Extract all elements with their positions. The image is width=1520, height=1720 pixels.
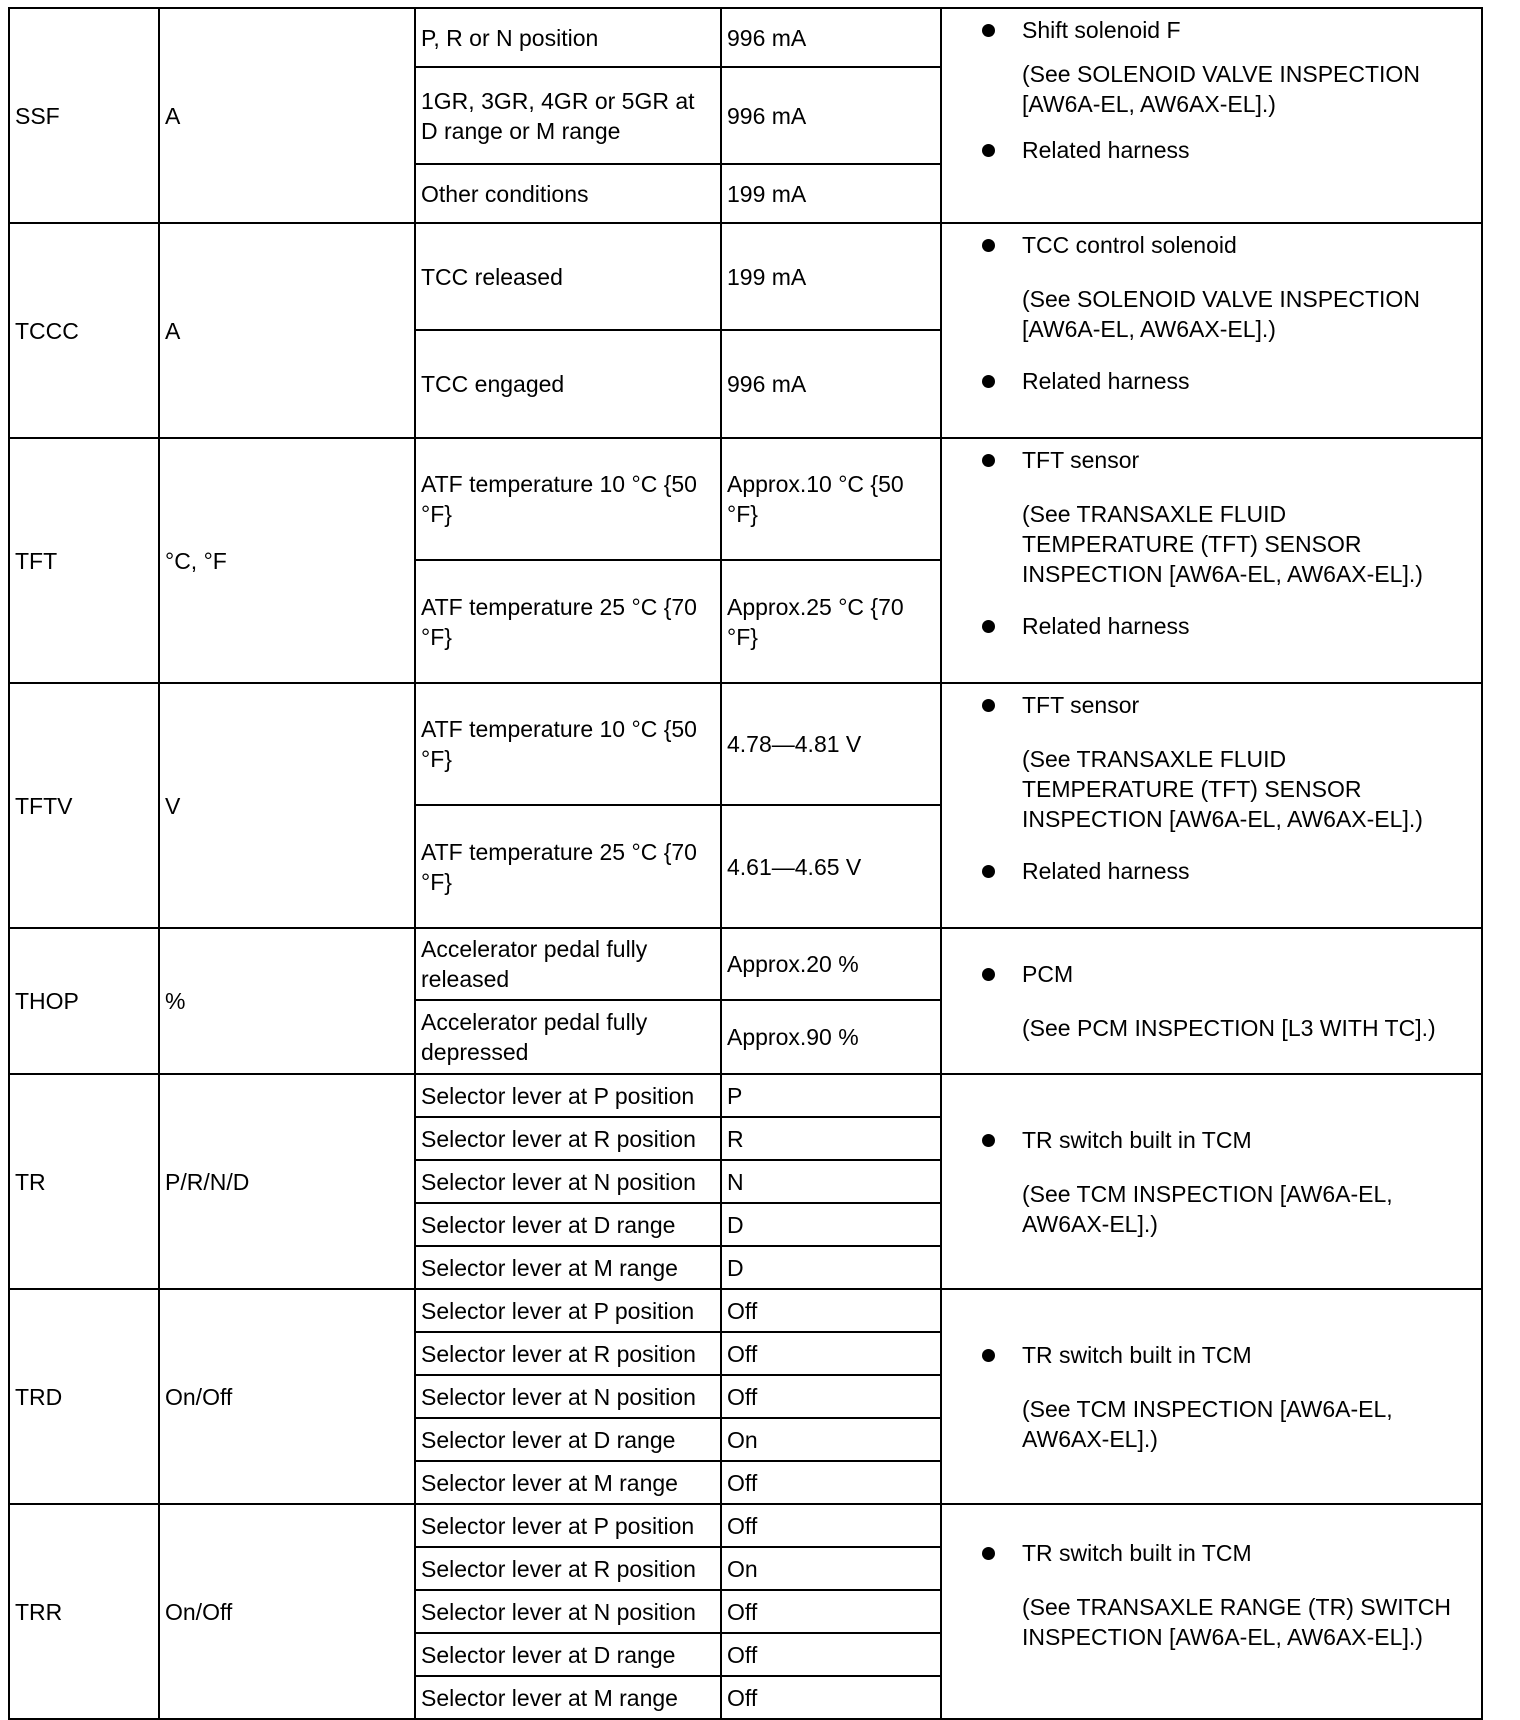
- inspection-reference: (See TRANSAXLE RANGE (TR) SWITCH INSPECTION [AW6A-EL, AW6AX-EL].): [1022, 1594, 1451, 1650]
- pid-unit: On/Off: [159, 1289, 415, 1504]
- inspection-cell: [941, 1504, 1482, 1719]
- inspection-cell: [941, 8, 1482, 223]
- inspection-reference: (See SOLENOID VALVE INSPECTION [AW6A-EL, AW6AX-EL].): [1022, 286, 1420, 342]
- value-cell: R: [721, 1117, 941, 1160]
- pid-name: TRR: [9, 1504, 159, 1719]
- table-row: [9, 1289, 1482, 1332]
- condition-cell: Selector lever at N position: [415, 1590, 721, 1633]
- condition-cell: Selector lever at D range: [415, 1418, 721, 1461]
- bullet-icon: [982, 454, 995, 467]
- condition-cell: ATF temperature 10 °C {50 °F}: [415, 683, 721, 805]
- table-row: [9, 1074, 1482, 1117]
- pid-unit: A: [159, 8, 415, 223]
- condition-cell: Accelerator pedal fully depressed: [415, 1000, 721, 1074]
- pid-name: SSF: [9, 8, 159, 223]
- inspection-item-label: TR switch built in TCM: [1022, 1127, 1252, 1153]
- inspection-item: [1022, 366, 1461, 396]
- bullet-icon: [982, 1134, 995, 1147]
- pid-unit: On/Off: [159, 1504, 415, 1719]
- bullet-icon: [982, 1349, 995, 1362]
- value-cell: Off: [721, 1375, 941, 1418]
- inspection-item-label: PCM: [1022, 961, 1074, 987]
- value-cell: Off: [721, 1289, 941, 1332]
- value-cell: 4.78—4.81 V: [721, 683, 941, 805]
- condition-cell: Selector lever at R position: [415, 1117, 721, 1160]
- bullet-icon: [982, 375, 995, 388]
- condition-cell: Selector lever at D range: [415, 1633, 721, 1676]
- value-cell: P: [721, 1074, 941, 1117]
- inspection-item: [1022, 611, 1461, 641]
- condition-cell: Other conditions: [415, 164, 721, 223]
- table-row: [9, 928, 1482, 1000]
- condition-cell: Selector lever at R position: [415, 1547, 721, 1590]
- condition-cell: Selector lever at P position: [415, 1074, 721, 1117]
- pid-unit: V: [159, 683, 415, 928]
- inspection-item-label: TCC control solenoid: [1022, 232, 1237, 258]
- inspection-item-label: TFT sensor: [1022, 447, 1140, 473]
- condition-cell: Selector lever at R position: [415, 1332, 721, 1375]
- inspection-cell: [941, 223, 1482, 438]
- inspection-cell: [941, 1289, 1482, 1504]
- inspection-cell: [941, 928, 1482, 1074]
- condition-cell: ATF temperature 25 °C {70 °F}: [415, 805, 721, 928]
- inspection-item-label: TR switch built in TCM: [1022, 1342, 1252, 1368]
- inspection-item: [1022, 1340, 1461, 1370]
- value-cell: Approx.90 %: [721, 1000, 941, 1074]
- inspection-item-label: TR switch built in TCM: [1022, 1540, 1252, 1566]
- value-cell: N: [721, 1160, 941, 1203]
- pid-monitor-table: [8, 7, 1483, 1720]
- bullet-icon: [982, 24, 995, 37]
- pid-unit: P/R/N/D: [159, 1074, 415, 1289]
- value-cell: Off: [721, 1332, 941, 1375]
- pid-name: TR: [9, 1074, 159, 1289]
- inspection-cell: [941, 438, 1482, 683]
- inspection-item-label: Related harness: [1022, 368, 1190, 394]
- inspection-item: [1022, 445, 1461, 475]
- condition-cell: Selector lever at M range: [415, 1676, 721, 1719]
- value-cell: D: [721, 1203, 941, 1246]
- inspection-reference: (See TRANSAXLE FLUID TEMPERATURE (TFT) SENSOR INSPECTION [AW6A-EL, AW6AX-EL].): [1022, 501, 1423, 587]
- bullet-icon: [982, 620, 995, 633]
- inspection-item: [1022, 1125, 1461, 1155]
- inspection-reference: (See PCM INSPECTION [L3 WITH TC].): [1022, 1015, 1436, 1041]
- pid-monitor-table-sheet: [8, 7, 1481, 1711]
- pid-name: TFT: [9, 438, 159, 683]
- value-cell: D: [721, 1246, 941, 1289]
- value-cell: On: [721, 1418, 941, 1461]
- value-cell: 996 mA: [721, 67, 941, 164]
- inspection-cell: [941, 683, 1482, 928]
- pid-name: TRD: [9, 1289, 159, 1504]
- inspection-item-label: Related harness: [1022, 858, 1190, 884]
- inspection-item: [1022, 135, 1461, 165]
- pid-name: THOP: [9, 928, 159, 1074]
- inspection-reference: (See SOLENOID VALVE INSPECTION [AW6A-EL, AW6AX-EL].): [1022, 61, 1420, 117]
- pid-unit: A: [159, 223, 415, 438]
- condition-cell: Selector lever at P position: [415, 1289, 721, 1332]
- value-cell: Approx.20 %: [721, 928, 941, 1000]
- value-cell: 199 mA: [721, 164, 941, 223]
- table-row: [9, 683, 1482, 805]
- value-cell: Off: [721, 1633, 941, 1676]
- condition-cell: TCC released: [415, 223, 721, 330]
- bullet-icon: [982, 968, 995, 981]
- value-cell: Approx.10 °C {50 °F}: [721, 438, 941, 560]
- value-cell: Off: [721, 1504, 941, 1547]
- pid-unit: °C, °F: [159, 438, 415, 683]
- table-row: [9, 8, 1482, 67]
- table-row: [9, 438, 1482, 560]
- inspection-item: [1022, 15, 1461, 45]
- value-cell: 199 mA: [721, 223, 941, 330]
- bullet-icon: [982, 239, 995, 252]
- table-row: [9, 1504, 1482, 1547]
- bullet-icon: [982, 144, 995, 157]
- condition-cell: Selector lever at D range: [415, 1203, 721, 1246]
- value-cell: On: [721, 1547, 941, 1590]
- condition-cell: TCC engaged: [415, 330, 721, 438]
- inspection-item-label: Shift solenoid F: [1022, 17, 1181, 43]
- value-cell: Approx.25 °C {70 °F}: [721, 560, 941, 683]
- condition-cell: ATF temperature 10 °C {50 °F}: [415, 438, 721, 560]
- bullet-icon: [982, 865, 995, 878]
- pid-name: TCCC: [9, 223, 159, 438]
- inspection-cell: [941, 1074, 1482, 1289]
- value-cell: Off: [721, 1676, 941, 1719]
- inspection-reference: (See TRANSAXLE FLUID TEMPERATURE (TFT) SENSOR INSPECTION [AW6A-EL, AW6AX-EL].): [1022, 746, 1423, 832]
- inspection-item: [1022, 230, 1461, 260]
- pid-name: TFTV: [9, 683, 159, 928]
- value-cell: Off: [721, 1590, 941, 1633]
- condition-cell: Selector lever at M range: [415, 1461, 721, 1504]
- pid-unit: %: [159, 928, 415, 1074]
- inspection-item: [1022, 856, 1461, 886]
- value-cell: 996 mA: [721, 8, 941, 67]
- condition-cell: P, R or N position: [415, 8, 721, 67]
- condition-cell: Accelerator pedal fully released: [415, 928, 721, 1000]
- condition-cell: Selector lever at P position: [415, 1504, 721, 1547]
- value-cell: 4.61—4.65 V: [721, 805, 941, 928]
- inspection-item-label: Related harness: [1022, 613, 1190, 639]
- bullet-icon: [982, 1547, 995, 1560]
- inspection-reference: (See TCM INSPECTION [AW6A-EL, AW6AX-EL].): [1022, 1181, 1393, 1237]
- condition-cell: Selector lever at N position: [415, 1375, 721, 1418]
- inspection-item-label: TFT sensor: [1022, 692, 1140, 718]
- inspection-item-label: Related harness: [1022, 137, 1190, 163]
- inspection-item: [1022, 959, 1461, 989]
- condition-cell: ATF temperature 25 °C {70 °F}: [415, 560, 721, 683]
- value-cell: Off: [721, 1461, 941, 1504]
- condition-cell: 1GR, 3GR, 4GR or 5GR at D range or M range: [415, 67, 721, 164]
- value-cell: 996 mA: [721, 330, 941, 438]
- condition-cell: Selector lever at N position: [415, 1160, 721, 1203]
- inspection-reference: (See TCM INSPECTION [AW6A-EL, AW6AX-EL].): [1022, 1396, 1393, 1452]
- table-row: [9, 223, 1482, 330]
- bullet-icon: [982, 699, 995, 712]
- condition-cell: Selector lever at M range: [415, 1246, 721, 1289]
- inspection-item: [1022, 690, 1461, 720]
- inspection-item: [1022, 1538, 1461, 1568]
